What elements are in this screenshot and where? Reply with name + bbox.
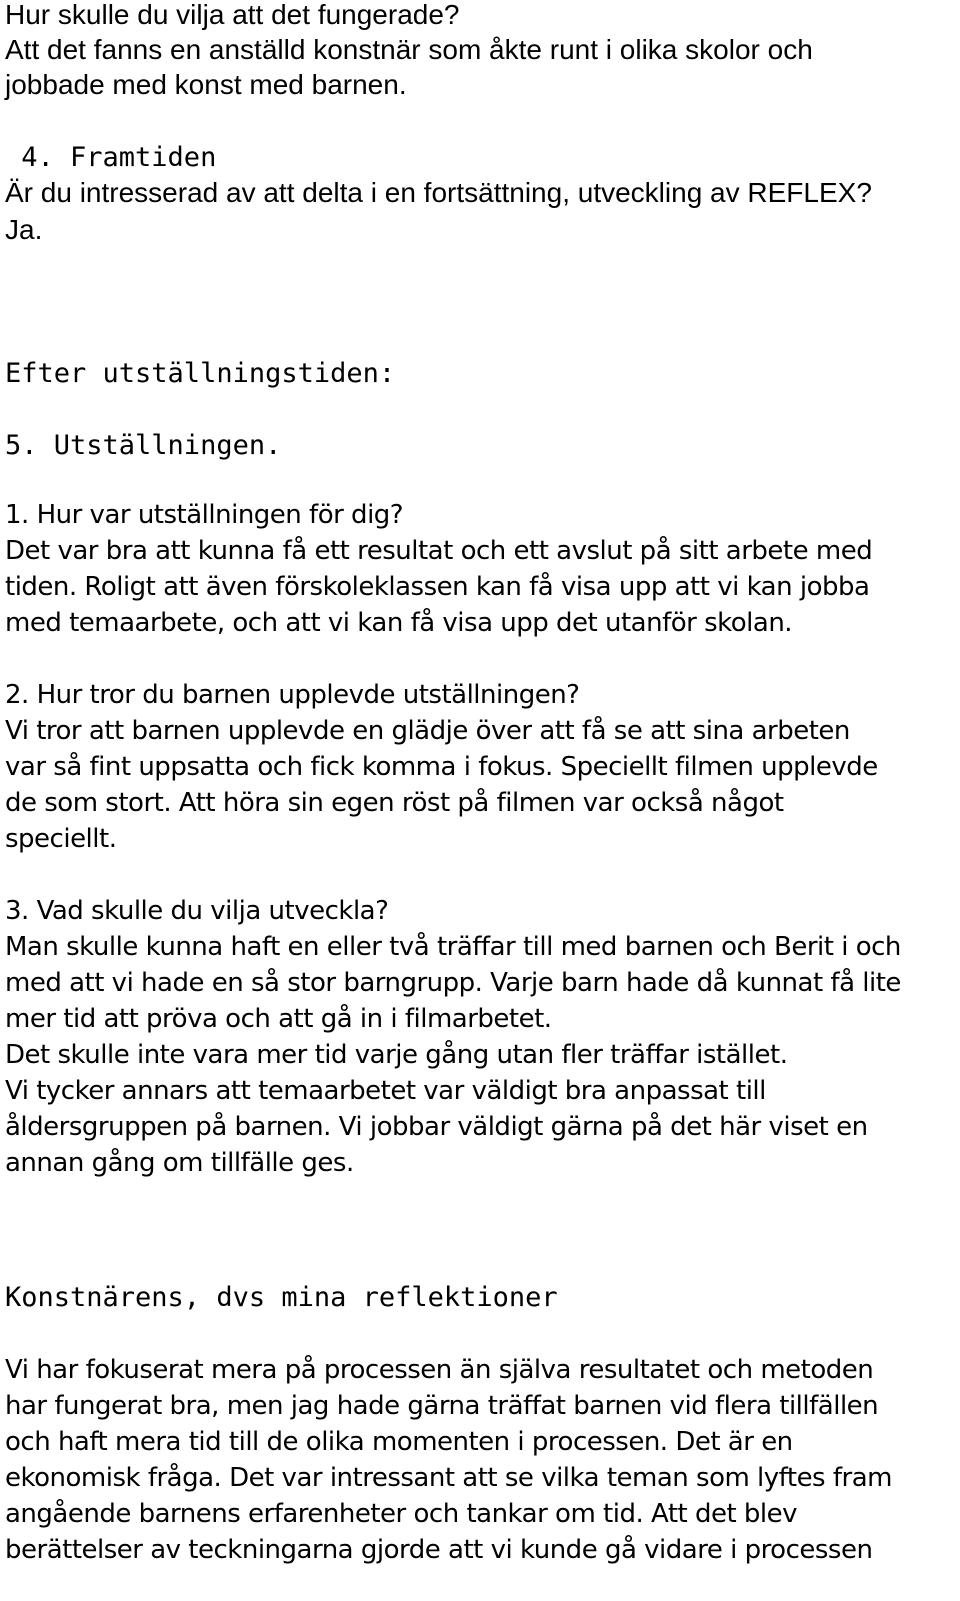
text-line: åldersgruppen på barnen. Vi jobbar väldigt gärna på det här viset en <box>5 1112 868 1142</box>
text-line: Vi har fokuserat mera på processen än själva resultatet och metoden <box>5 1355 874 1385</box>
question-heading: 3. Vad skulle du vilja utveckla? <box>5 896 389 926</box>
text-line: mer tid att pröva och att gå in i filmarbetet. <box>5 1004 552 1034</box>
section-heading-framtiden: 4. Framtiden <box>5 142 217 173</box>
text-line: Det var bra att kunna få ett resultat och ett avslut på sitt arbete med <box>5 536 873 566</box>
section-heading-utstallningen: 5. Utställningen. <box>5 430 282 461</box>
text-line: Vi tror att barnen upplevde en glädje över att få se att sina arbeten <box>5 716 850 746</box>
text-line: Det skulle inte vara mer tid varje gång utan fler träffar istället. <box>5 1040 788 1070</box>
text-line: annan gång om tillfälle ges. <box>5 1148 354 1178</box>
text-line: Vi tycker annars att temaarbetet var väldigt bra anpassat till <box>5 1076 766 1106</box>
text-line: speciellt. <box>5 824 117 854</box>
text-line: med att vi hade en så stor barngrupp. Varje barn hade då kunnat få lite <box>5 968 901 998</box>
section-heading-efter-utstallningstiden: Efter utställningstiden: <box>5 358 396 389</box>
text-line: Är du intresserad av att delta i en fortsättning, utveckling av REFLEX? <box>5 177 872 208</box>
text-line: ekonomisk fråga. Det var intressant att se vilka teman som lyftes fram <box>5 1463 892 1493</box>
section-heading-konstnarens-reflektioner: Konstnärens, dvs mina reflektioner <box>5 1282 558 1313</box>
question-heading: 1. Hur var utställningen för dig? <box>5 500 404 530</box>
text-line: med temaarbete, och att vi kan få visa upp det utanför skolan. <box>5 608 793 638</box>
text-line: har fungerat bra, men jag hade gärna träffat barnen vid flera tillfällen <box>5 1391 879 1421</box>
text-line: tiden. Roligt att även förskoleklassen kan få visa upp att vi kan jobba <box>5 572 870 602</box>
question-heading: 2. Hur tror du barnen upplevde utställningen? <box>5 680 580 710</box>
text-line: Hur skulle du vilja att det fungerade? <box>5 0 460 30</box>
text-line: angående barnens erfarenheter och tankar om tid. Att det blev <box>5 1499 798 1529</box>
text-line: var så fint uppsatta och fick komma i fokus. Speciellt filmen upplevde <box>5 752 878 782</box>
text-line: och haft mera tid till de olika momenten i processen. Det är en <box>5 1427 793 1457</box>
text-line: Att det fanns en anställd konstnär som åkte runt i olika skolor och <box>5 34 813 65</box>
text-line: de som stort. Att höra sin egen röst på filmen var också något <box>5 788 784 818</box>
text-line: Ja. <box>5 214 43 245</box>
text-line: berättelser av teckningarna gjorde att vi kunde gå vidare i processen <box>5 1535 873 1565</box>
text-line: jobbade med konst med barnen. <box>5 69 407 100</box>
text-line: Man skulle kunna haft en eller två träffar till med barnen och Berit i och <box>5 932 901 962</box>
